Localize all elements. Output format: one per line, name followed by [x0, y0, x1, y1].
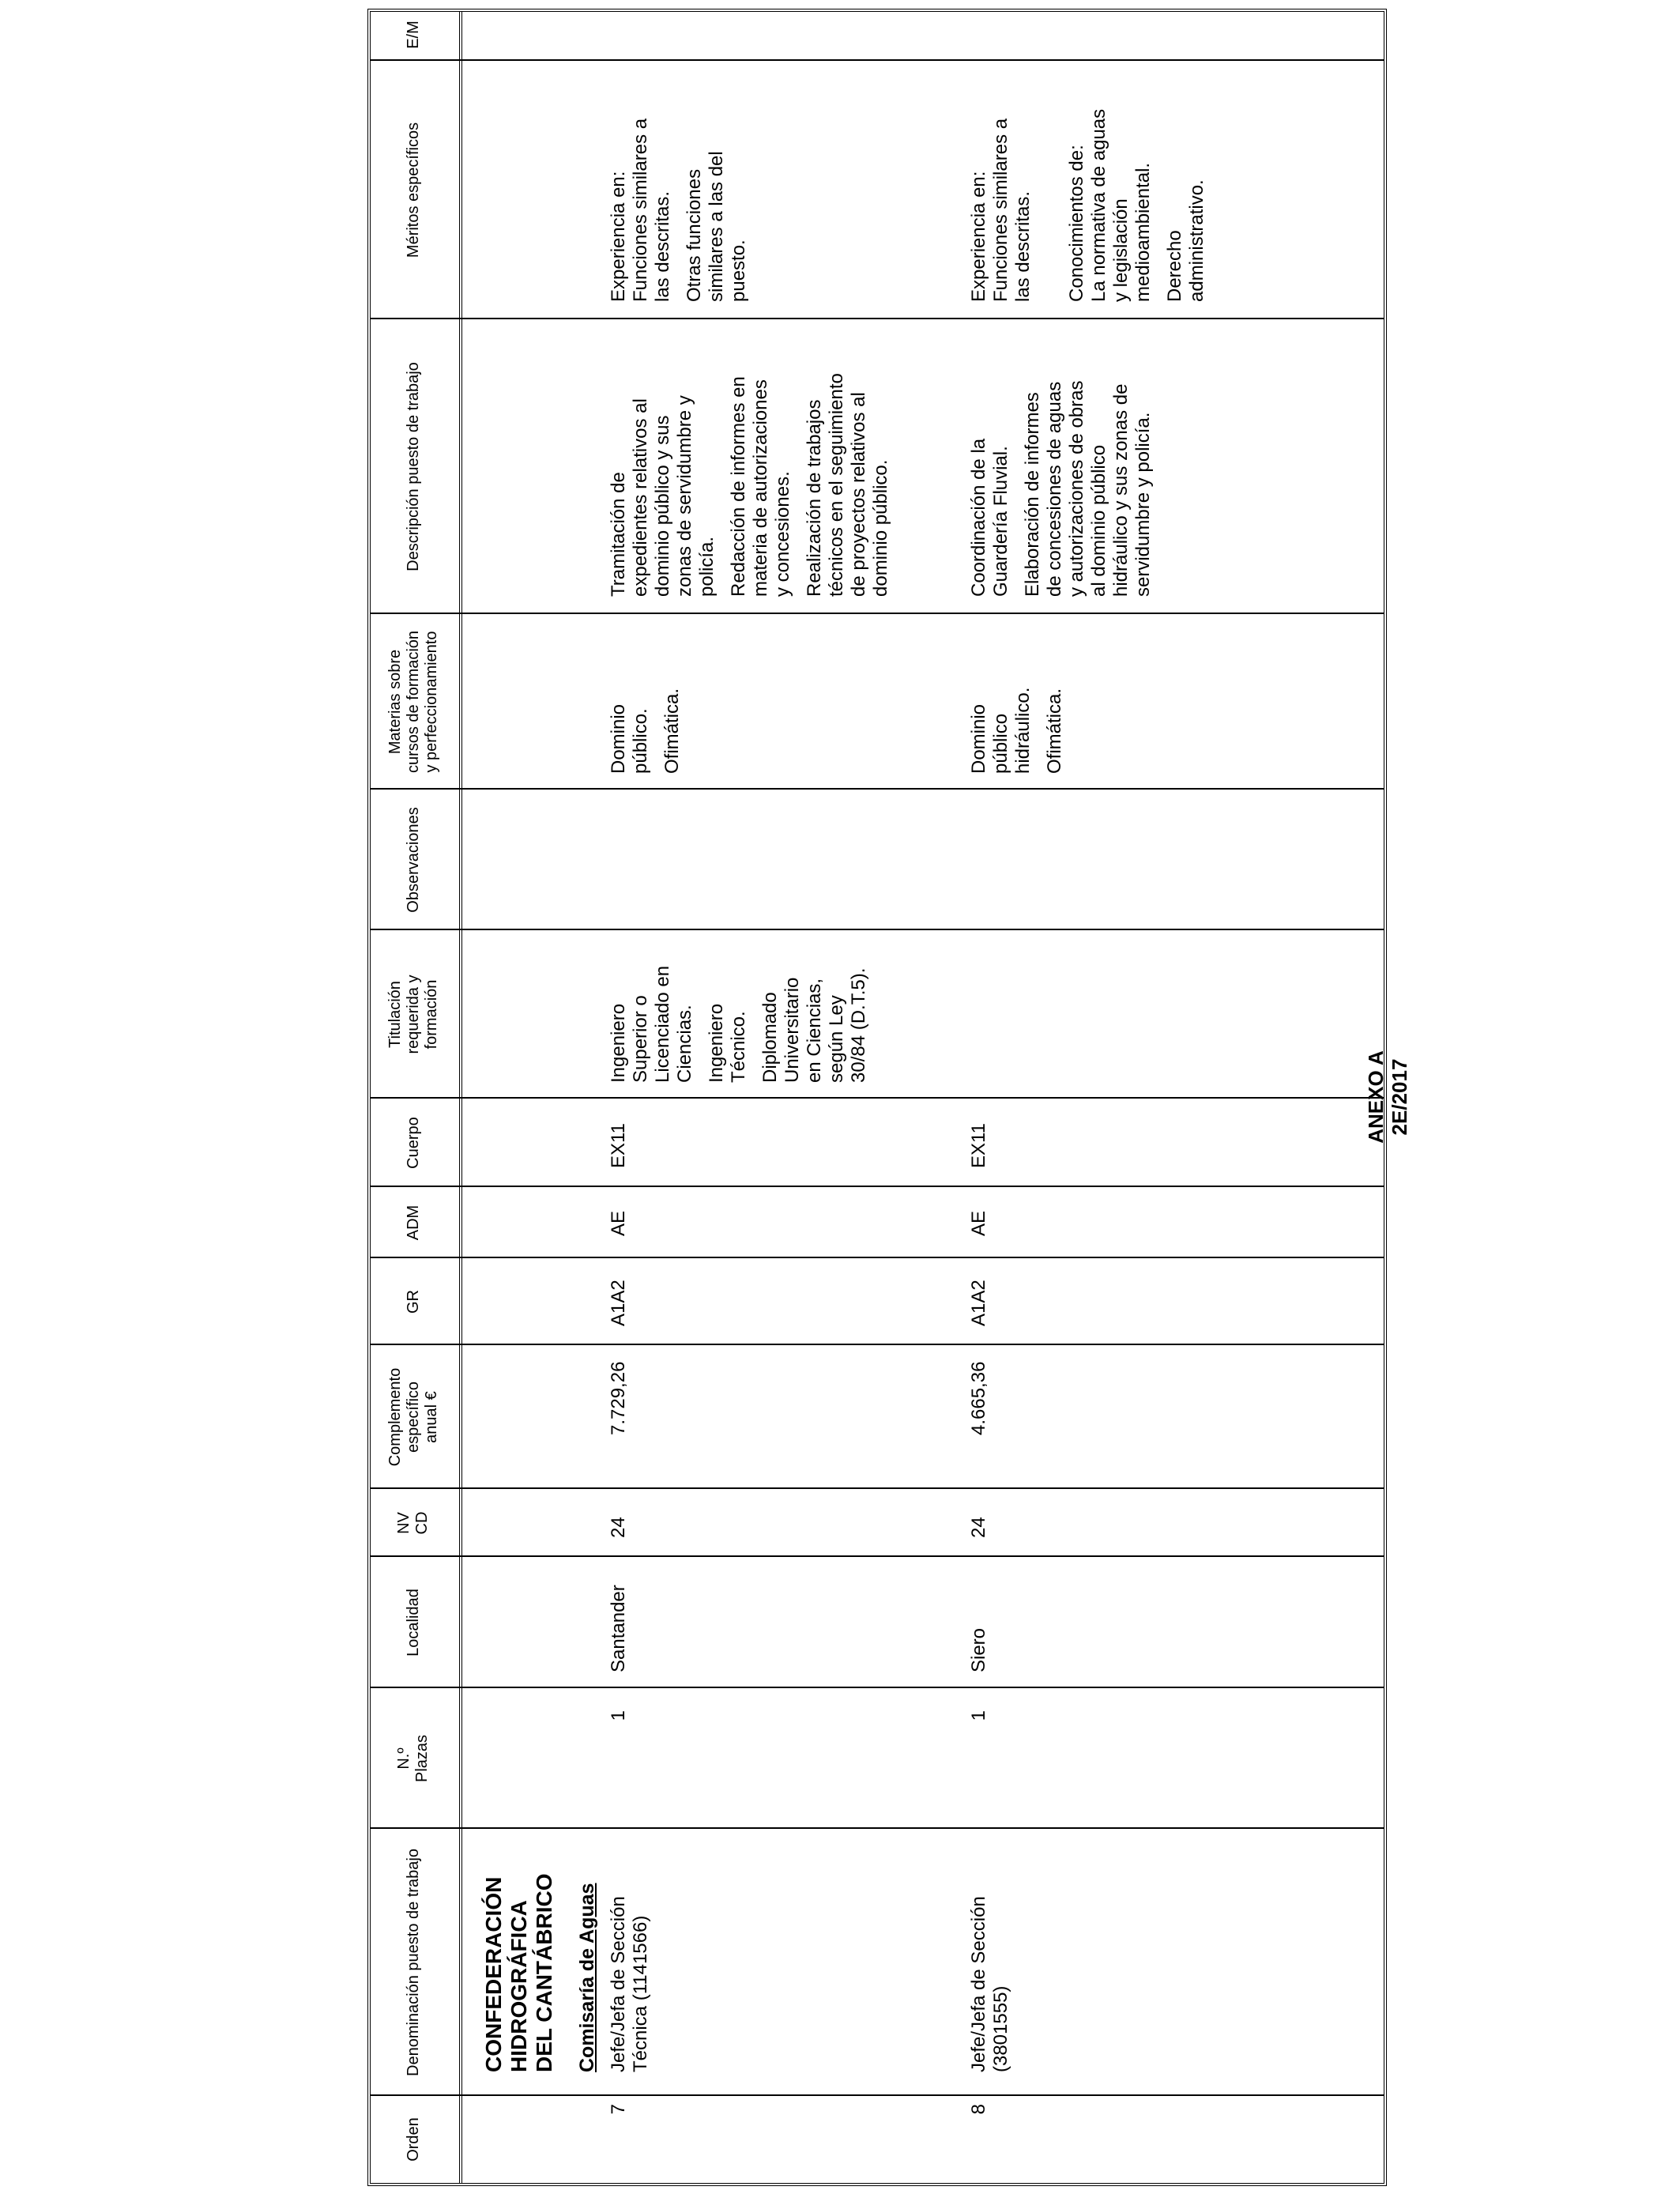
text-line: Ofimática.: [1044, 688, 1065, 774]
positions-table: [367, 9, 1387, 2186]
col-divider: [371, 1257, 1384, 1258]
text-line: Funciones similares a: [630, 118, 651, 302]
col-divider: [371, 1687, 1384, 1688]
header-nvcd: NV CD: [395, 1511, 431, 1535]
text-line: 30/84 (D.T.5).: [848, 967, 869, 1083]
col-divider: [371, 788, 1384, 790]
header-divider: [459, 12, 462, 2183]
descripcion-item: [728, 373, 794, 597]
text-line: materia de autorizaciones: [750, 379, 771, 597]
row-8-plazas: 1: [968, 1710, 989, 1721]
meritos-item: [1066, 109, 1155, 302]
row-8-nvcd: 24: [968, 1517, 989, 1538]
row-7-localidad: Santander: [608, 1585, 629, 1672]
text-line: y legislación: [1110, 198, 1132, 302]
row-8-gr: A1A2: [968, 1280, 989, 1326]
titulacion-item: [759, 966, 870, 1083]
materias-item: [608, 688, 652, 774]
text-line: de proyectos relativos al: [848, 392, 869, 597]
row-7-descripcion: [608, 373, 902, 597]
denominacion-line: Técnica (1141566): [630, 1915, 651, 2072]
text-line: Funciones similares a: [990, 118, 1011, 302]
text-line: expedientes relativos al: [630, 398, 651, 597]
col-divider: [371, 59, 1384, 61]
descripcion-item: [608, 373, 718, 597]
meritos-item: [968, 109, 1034, 302]
text-line: medioambiental.: [1132, 162, 1154, 302]
row-8-meritos: [968, 109, 1218, 302]
header-orden: Orden: [404, 2117, 422, 2162]
text-line: Conocimientos de:: [1066, 145, 1087, 302]
meritos-item: [1164, 109, 1208, 302]
header-gr: GR: [404, 1290, 422, 1314]
col-divider: [371, 1186, 1384, 1187]
denominacion-line: Jefe/Jefa de Sección: [968, 1896, 989, 2072]
meritos-item: [684, 119, 750, 302]
header-cuerpo: Cuerpo: [404, 1117, 422, 1169]
text-line: y autorizaciones de obras: [1066, 380, 1087, 597]
annex-title: ANEXO A: [1364, 1050, 1388, 1144]
row-8-orden: 8: [968, 2104, 989, 2115]
text-line: según Ley: [826, 995, 847, 1083]
text-line: Realización de trabajos: [804, 399, 825, 597]
row-8-cuerpo: EX11: [968, 1123, 989, 1168]
col-divider: [371, 1097, 1384, 1099]
text-line: las descritas.: [1012, 190, 1034, 302]
text-line: Coordinación de la: [968, 438, 989, 597]
materias-item: [1044, 688, 1066, 774]
text-line: Diplomado: [759, 992, 781, 1083]
descripcion-item: [1022, 381, 1155, 598]
row-8-localidad: Siero: [968, 1627, 989, 1672]
descripcion-item: [804, 373, 892, 597]
header-meritos: Méritos específicos: [404, 122, 422, 258]
text-line: las descritas.: [652, 190, 673, 302]
row-7-meritos: [608, 119, 759, 302]
col-divider: [371, 1827, 1384, 1829]
col-divider: [371, 318, 1384, 319]
row-7-orden: 7: [608, 2104, 629, 2115]
organization-unit: Comisaría de Aguas: [576, 1883, 598, 2072]
denominacion-line: Jefe/Jefa de Sección: [608, 1896, 629, 2072]
text-line: en Ciencias,: [804, 978, 825, 1083]
header-plazas: N.º Plazas: [395, 1734, 431, 1783]
text-line: dominio público y sus: [652, 415, 673, 597]
header-descripcion: Descripción puesto de trabajo: [404, 362, 422, 571]
text-line: al dominio público: [1088, 444, 1109, 597]
row-7-gr: A1A2: [608, 1280, 629, 1326]
text-line: policía.: [696, 536, 718, 597]
col-divider: [371, 929, 1384, 930]
organization-name-line: DEL CANTÁBRICO: [532, 1873, 556, 2072]
text-line: hidráulico y sus zonas de: [1110, 383, 1132, 597]
materias-item: [661, 688, 684, 774]
header-em: E/M: [404, 21, 422, 49]
row-7-nvcd: 24: [608, 1517, 629, 1538]
text-line: Redacción de informes en: [728, 376, 749, 597]
row-8-materias: [968, 688, 1075, 774]
organization-name: [481, 1874, 557, 2072]
row-7-complemento: 7.729,26: [608, 1361, 629, 1435]
titulacion-item: [608, 966, 696, 1083]
text-line: La normativa de aguas: [1088, 108, 1109, 302]
text-line: Tramitación de: [608, 472, 629, 597]
text-line: Ofimática.: [661, 688, 683, 774]
text-line: puesto.: [728, 239, 749, 302]
text-line: dominio público.: [870, 459, 891, 597]
text-line: público.: [630, 708, 651, 774]
row-8-adm: AE: [968, 1210, 989, 1236]
text-line: similares a las del: [706, 151, 727, 302]
text-line: administrativo.: [1186, 179, 1207, 302]
text-line: Experiencia en:: [968, 171, 989, 302]
text-line: de concesiones de aguas: [1044, 381, 1065, 597]
header-titulacion: Titulación requerida y formación: [386, 974, 440, 1054]
col-divider: [371, 2094, 1384, 2096]
text-line: Derecho: [1164, 230, 1185, 302]
row-8-descripcion: [968, 381, 1164, 598]
text-line: servidumbre y policía.: [1132, 412, 1154, 597]
text-line: Ingeniero: [608, 1003, 629, 1083]
row-8-denominacion: [968, 1896, 1012, 2072]
text-line: Superior o: [630, 995, 651, 1083]
meritos-item: [608, 119, 674, 302]
text-line: Experiencia en:: [608, 171, 629, 302]
row-7-plazas: 1: [608, 1710, 629, 1721]
text-line: Licenciado en: [652, 965, 673, 1083]
text-line: hidráulico.: [1012, 687, 1034, 774]
text-line: Dominio: [968, 703, 989, 774]
text-line: Ingeniero: [706, 1003, 727, 1083]
descripcion-item: [968, 381, 1012, 598]
text-line: Ciencias.: [674, 1005, 695, 1083]
header-materias: Materias sobre cursos de formación y perfeccionamiento: [386, 630, 440, 774]
col-divider: [371, 1344, 1384, 1345]
row-7-denominacion: [608, 1896, 652, 2072]
col-divider: [371, 1487, 1384, 1489]
row-7-adm: AE: [608, 1210, 629, 1236]
text-line: público: [990, 713, 1011, 774]
header-localidad: Localidad: [404, 1589, 422, 1657]
organization-name-line: HIDROGRÁFICA: [507, 1900, 531, 2072]
col-divider: [371, 1555, 1384, 1557]
organization-name-line: CONFEDERACIÓN: [481, 1876, 506, 2072]
denominacion-line: (3801555): [990, 1985, 1011, 2072]
row-7-titulacion: [608, 966, 880, 1083]
text-line: Técnico.: [728, 1011, 749, 1083]
row-8-complemento: 4.665,36: [968, 1361, 989, 1435]
materias-item: [968, 688, 1034, 774]
col-divider: [371, 613, 1384, 614]
text-line: Guardería Fluvial.: [990, 446, 1011, 597]
header-adm: ADM: [404, 1204, 422, 1241]
annex-code: 2E/2017: [1388, 1058, 1411, 1136]
titulacion-item: [706, 966, 750, 1083]
header-denominacion: Denominación puesto de trabajo: [404, 1849, 422, 2076]
row-7-cuerpo: EX11: [608, 1123, 629, 1168]
row-7-materias: [608, 688, 693, 774]
header-complemento: Complemento específico anual €: [386, 1367, 440, 1467]
text-line: técnicos en el seguimiento: [826, 373, 847, 597]
text-line: Dominio: [608, 703, 629, 774]
text-line: Universitario: [782, 977, 803, 1083]
text-line: Elaboración de informes: [1022, 392, 1043, 597]
text-line: zonas de servidumbre y: [674, 395, 695, 597]
header-observaciones: Observaciones: [404, 807, 422, 913]
text-line: y concesiones.: [772, 471, 793, 597]
text-line: Otras funciones: [684, 168, 705, 302]
